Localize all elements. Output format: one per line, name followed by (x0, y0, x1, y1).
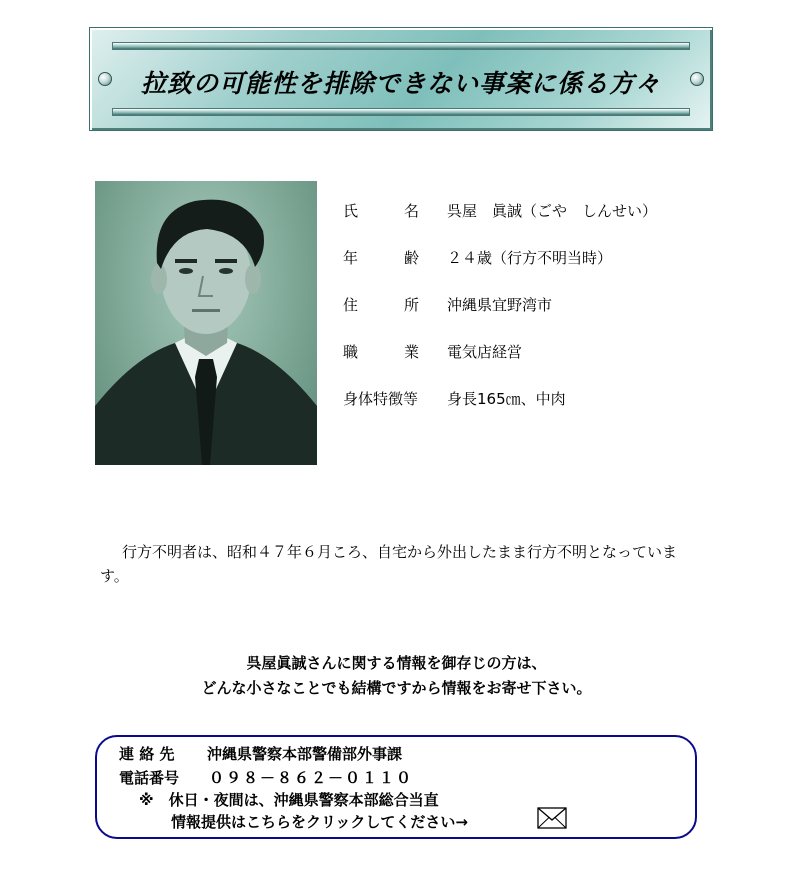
info-submit-link[interactable]: 情報提供はこちらをクリックしてください→ (171, 813, 468, 831)
title-plate (89, 27, 713, 131)
occupation-value: 電気店経営 (447, 343, 523, 361)
phone-number: ０９８－８６２－０１１０ (209, 769, 414, 787)
label-char: 職 (343, 343, 359, 361)
label-char: 年 (343, 249, 359, 267)
after-hours-note: ※ 休日・夜間は、沖縄県警察本部総合当直 (139, 791, 439, 809)
label-char: 住 (343, 296, 359, 314)
age-value: ２４歳（行方不明当時） (447, 249, 613, 267)
phone-label: 電話番号 (119, 769, 180, 787)
plate-rail-top (112, 42, 690, 50)
appeal-line-2: どんな小さなことでも結構ですから情報をお寄せ下さい。 (201, 679, 592, 697)
contact-org: 沖縄県警察本部警備部外事課 (207, 745, 403, 763)
appeal-line-1: 呉屋眞誠さんに関する情報を御存じの方は、 (246, 654, 547, 672)
contact-label: 連 絡 先 (119, 745, 175, 763)
label-char: 業 (404, 343, 420, 361)
label-char: 齢 (404, 249, 420, 267)
page-title: 拉致の可能性を排除できない事案に係る方々 (140, 69, 661, 98)
contact-box (95, 735, 697, 839)
portrait-illustration (95, 181, 317, 465)
label-char: 所 (404, 296, 420, 314)
label-char: 氏 (343, 202, 359, 220)
field-label: 身体特徴等 (343, 390, 419, 408)
address-value: 沖縄県宜野湾市 (447, 296, 553, 314)
label-char: 名 (404, 202, 420, 220)
envelope-icon[interactable] (537, 807, 567, 829)
person-photo (95, 181, 317, 465)
description-paragraph: 行方不明者は、昭和４７年６月ころ、自宅から外出したまま行方不明となっています。 (100, 543, 678, 585)
name-value: 呉屋 眞誠（ごや しんせい） (447, 202, 658, 220)
physical-value: 身長165㎝、中肉 (447, 390, 566, 408)
plate-rail-bottom (112, 108, 690, 116)
